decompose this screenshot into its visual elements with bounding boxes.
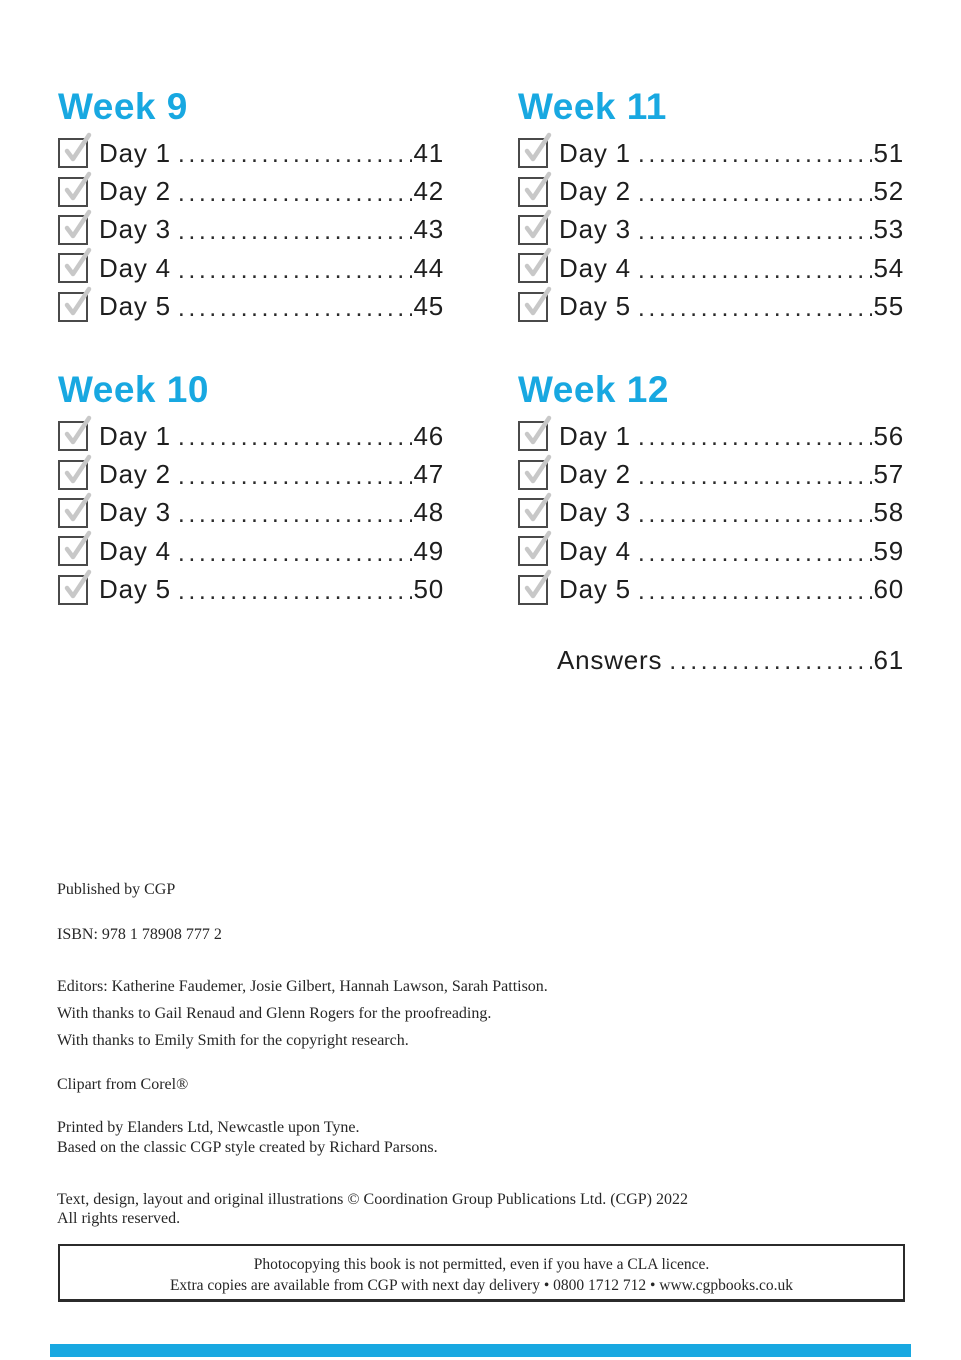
checkbox-icon[interactable] <box>58 177 88 207</box>
checkbox-icon[interactable] <box>58 215 88 245</box>
dotted-leader <box>638 496 873 532</box>
checkbox-icon[interactable] <box>58 421 88 451</box>
dotted-leader <box>178 136 413 172</box>
dotted-leader <box>638 175 873 211</box>
dotted-leader <box>638 535 873 571</box>
page-number: 44 <box>413 252 444 283</box>
photocopy-notice-line: Photocopying this book is not permitted, even if you have a CLA licence. <box>253 1256 710 1273</box>
entry-label: Day 3 <box>559 214 631 245</box>
entry-label: Day 2 <box>559 459 631 490</box>
entry-label: Day 4 <box>99 252 171 283</box>
page-number: 57 <box>873 459 904 490</box>
entry-label: Day 4 <box>559 252 631 283</box>
dotted-leader <box>178 496 413 532</box>
entry-label: Day 4 <box>99 535 171 566</box>
checkbox-icon[interactable] <box>58 253 88 283</box>
footer-accent-bar <box>50 1344 911 1357</box>
checkbox-icon[interactable] <box>518 292 548 322</box>
dotted-leader <box>178 175 413 211</box>
entry-label: Day 4 <box>559 535 631 566</box>
answers-entry <box>518 641 904 679</box>
dotted-leader <box>178 458 413 494</box>
toc-entry <box>58 494 444 532</box>
dotted-leader <box>638 419 873 455</box>
page-number: 53 <box>873 214 904 245</box>
page-number: 46 <box>413 420 444 451</box>
editors-line: Editors: Katherine Faudemer, Josie Gilbert, Hannah Lawson, Sarah Pattison. <box>57 978 548 995</box>
dotted-leader <box>669 643 872 679</box>
page-number: 51 <box>873 137 904 168</box>
dotted-leader <box>638 136 873 172</box>
page-number: 41 <box>413 137 444 168</box>
toc-entry <box>518 455 904 493</box>
checkbox-icon[interactable] <box>518 177 548 207</box>
checkbox-icon[interactable] <box>518 421 548 451</box>
page-number: 52 <box>873 176 904 207</box>
checkbox-icon[interactable] <box>518 536 548 566</box>
entry-label: Day 5 <box>559 291 631 322</box>
entry-label: Day 1 <box>559 137 631 168</box>
dotted-leader <box>178 419 413 455</box>
proofreading-thanks-line: With thanks to Gail Renaud and Glenn Rogers for the proofreading. <box>57 1005 492 1022</box>
dotted-leader <box>638 290 873 326</box>
dotted-leader <box>638 213 873 249</box>
toc-entry <box>518 571 904 609</box>
checkbox-icon[interactable] <box>58 498 88 528</box>
dotted-leader <box>178 252 413 288</box>
entry-label: Day 1 <box>559 420 631 451</box>
toc-section-week-11 <box>518 84 904 326</box>
page-number: 56 <box>873 420 904 451</box>
toc-entry <box>518 211 904 249</box>
toc-entry <box>518 417 904 455</box>
answers-label: Answers <box>557 644 663 675</box>
toc-section-week-12 <box>518 367 904 609</box>
toc-entry <box>518 172 904 210</box>
entry-label: Day 3 <box>99 214 171 245</box>
dotted-leader <box>178 573 413 609</box>
copyright-line: Text, design, layout and original illustrations © Coordination Group Publications Ltd. (CGP) 2022 <box>57 1191 688 1208</box>
checkbox-icon[interactable] <box>518 253 548 283</box>
dotted-leader <box>178 290 413 326</box>
entry-label: Day 3 <box>99 497 171 528</box>
rights-reserved-line: All rights reserved. <box>57 1210 181 1227</box>
photocopy-notice-box <box>58 1244 905 1302</box>
entry-label: Day 2 <box>559 176 631 207</box>
printed-by-line: Printed by Elanders Ltd, Newcastle upon Tyne. <box>57 1119 360 1136</box>
printer-credit-block <box>57 1118 438 1158</box>
extra-copies-line: Extra copies are available from CGP with next day delivery • 0800 1712 712 • www.cgpbooks.co.uk <box>169 1277 794 1294</box>
entry-label: Day 5 <box>559 574 631 605</box>
answers-page-number: 61 <box>873 644 904 675</box>
week-10-title: Week 10 <box>58 369 209 410</box>
page-number: 45 <box>413 291 444 322</box>
toc-entry <box>58 288 444 326</box>
toc-entry <box>518 134 904 172</box>
page-number: 60 <box>873 574 904 605</box>
page-number: 58 <box>873 497 904 528</box>
page-number: 48 <box>413 497 444 528</box>
checkbox-icon[interactable] <box>58 292 88 322</box>
toc-entry <box>518 532 904 570</box>
toc-entry <box>58 134 444 172</box>
dotted-leader <box>638 573 873 609</box>
toc-section-week-10 <box>58 367 444 609</box>
entry-label: Day 5 <box>99 574 171 605</box>
toc-entry <box>518 494 904 532</box>
published-by-line: Published by CGP <box>57 881 176 898</box>
toc-entry <box>58 417 444 455</box>
entry-label: Day 2 <box>99 459 171 490</box>
toc-entry <box>58 172 444 210</box>
dotted-leader <box>638 458 873 494</box>
toc-section-week-9 <box>58 84 444 326</box>
entry-label: Day 2 <box>99 176 171 207</box>
isbn-line: ISBN: 978 1 78908 777 2 <box>57 926 222 943</box>
entry-label: Day 5 <box>99 291 171 322</box>
dotted-leader <box>638 252 873 288</box>
dotted-leader <box>178 535 413 571</box>
page-number: 43 <box>413 214 444 245</box>
checkbox-icon[interactable] <box>518 215 548 245</box>
dotted-leader <box>178 213 413 249</box>
toc-entry <box>518 249 904 287</box>
page-number: 59 <box>873 535 904 566</box>
page-number: 42 <box>413 176 444 207</box>
copyright-research-thanks-line: With thanks to Emily Smith for the copyright research. <box>57 1032 409 1049</box>
week-9-title: Week 9 <box>58 86 188 127</box>
page-number: 49 <box>413 535 444 566</box>
classic-style-line: Based on the classic CGP style created by Richard Parsons. <box>57 1139 438 1156</box>
checkbox-icon[interactable] <box>518 498 548 528</box>
page-number: 47 <box>413 459 444 490</box>
copyright-block <box>57 1190 688 1228</box>
checkbox-icon[interactable] <box>58 138 88 168</box>
entry-label: Day 3 <box>559 497 631 528</box>
clipart-credit-line: Clipart from Corel® <box>57 1076 189 1093</box>
toc-entry <box>58 532 444 570</box>
toc-entry <box>58 249 444 287</box>
week-12-title: Week 12 <box>518 369 669 410</box>
checkbox-icon[interactable] <box>58 536 88 566</box>
checkbox-icon[interactable] <box>518 138 548 168</box>
page-number: 50 <box>413 574 444 605</box>
week-11-title: Week 11 <box>518 86 667 127</box>
toc-entry <box>58 571 444 609</box>
entry-label: Day 1 <box>99 420 171 451</box>
checkbox-icon[interactable] <box>518 575 548 605</box>
checkbox-icon[interactable] <box>518 460 548 490</box>
checkbox-icon[interactable] <box>58 575 88 605</box>
checkbox-icon[interactable] <box>58 460 88 490</box>
toc-entry <box>58 455 444 493</box>
page-number: 55 <box>873 291 904 322</box>
toc-entry <box>58 211 444 249</box>
page-number: 54 <box>873 252 904 283</box>
toc-entry <box>518 288 904 326</box>
entry-label: Day 1 <box>99 137 171 168</box>
